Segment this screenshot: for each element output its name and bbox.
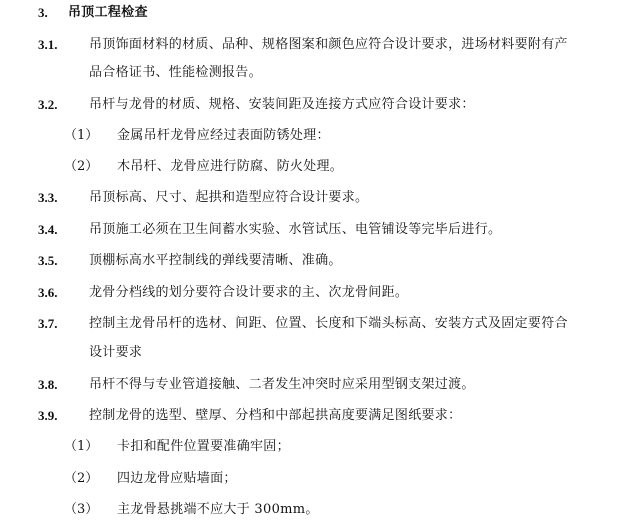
subitem-number: （1）	[64, 439, 99, 454]
item-text: 龙骨分档线的划分要符合设计要求的主、次龙骨间距。	[89, 285, 409, 300]
subitem-text: 卡扣和配件位置要准确牢固；	[117, 439, 290, 454]
subitem-3-9-3	[0, 500, 626, 520]
subitem-number: （3）	[64, 502, 99, 517]
subitem-3-9-2	[0, 469, 626, 489]
item-3-5	[0, 251, 626, 271]
subitem-number: （1）	[64, 128, 99, 143]
item-text: 控制主龙骨吊杆的选材、间距、位置、长度和下端头标高、安装方式及固定要符合	[89, 316, 568, 331]
subitem-number: （2）	[64, 471, 99, 486]
item-3-1-continued	[0, 63, 626, 83]
subitem-number: （2）	[64, 159, 99, 174]
subitem-text: 木吊杆、龙骨应进行防腐、防火处理。	[117, 159, 344, 174]
item-text: 设计要求	[89, 345, 143, 360]
item-number: 3.9.	[38, 408, 58, 423]
item-number: 3.8.	[38, 377, 58, 392]
item-3-6	[0, 283, 626, 303]
item-3-1	[0, 35, 626, 55]
item-number: 3.3.	[38, 190, 58, 205]
item-number: 3.2.	[38, 97, 58, 112]
item-number: 3.1.	[38, 37, 58, 52]
item-3-3	[0, 188, 626, 208]
section-title: 吊顶工程检查	[68, 5, 148, 20]
item-text: 控制龙骨的选型、壁厚、分档和中部起拱高度要满足图纸要求：	[89, 408, 462, 423]
item-number: 3.5.	[38, 253, 58, 268]
item-3-8	[0, 375, 626, 395]
item-3-2	[0, 95, 626, 115]
item-text: 顶棚标高水平控制线的弹线要清晰、准确。	[89, 253, 342, 268]
item-3-4	[0, 220, 626, 240]
subitem-text: 四边龙骨应贴墙面；	[117, 471, 237, 486]
subitem-text: 金属吊杆龙骨应经过表面防锈处理：	[117, 128, 330, 143]
item-text: 吊杆不得与专业管道接触、二者发生冲突时应采用型钢支架过渡。	[89, 377, 475, 392]
item-3-7-continued	[0, 343, 626, 363]
item-3-7	[0, 314, 626, 334]
item-number: 3.4.	[38, 222, 58, 237]
item-text: 品合格证书、性能检测报告。	[89, 65, 262, 80]
subitem-3-2-2	[0, 157, 626, 177]
item-number: 3.7.	[38, 316, 58, 331]
item-text: 吊顶饰面材料的材质、品种、规格图案和颜色应符合设计要求，进场材料要附有产	[89, 37, 568, 52]
subitem-text: 主龙骨悬挑端不应大于 300mm。	[117, 502, 319, 517]
item-3-9	[0, 406, 626, 426]
item-text: 吊顶标高、尺寸、起拱和造型应符合设计要求。	[89, 190, 369, 205]
subitem-3-2-1	[0, 126, 626, 146]
item-text: 吊杆与龙骨的材质、规格、安装间距及连接方式应符合设计要求：	[89, 97, 475, 112]
item-number: 3.6.	[38, 285, 58, 300]
section-number: 3.	[38, 5, 48, 20]
item-text: 吊顶施工必须在卫生间蓄水实验、水管试压、电管铺设等完毕后进行。	[89, 222, 502, 237]
subitem-3-9-1	[0, 437, 626, 457]
section-heading	[0, 3, 626, 23]
